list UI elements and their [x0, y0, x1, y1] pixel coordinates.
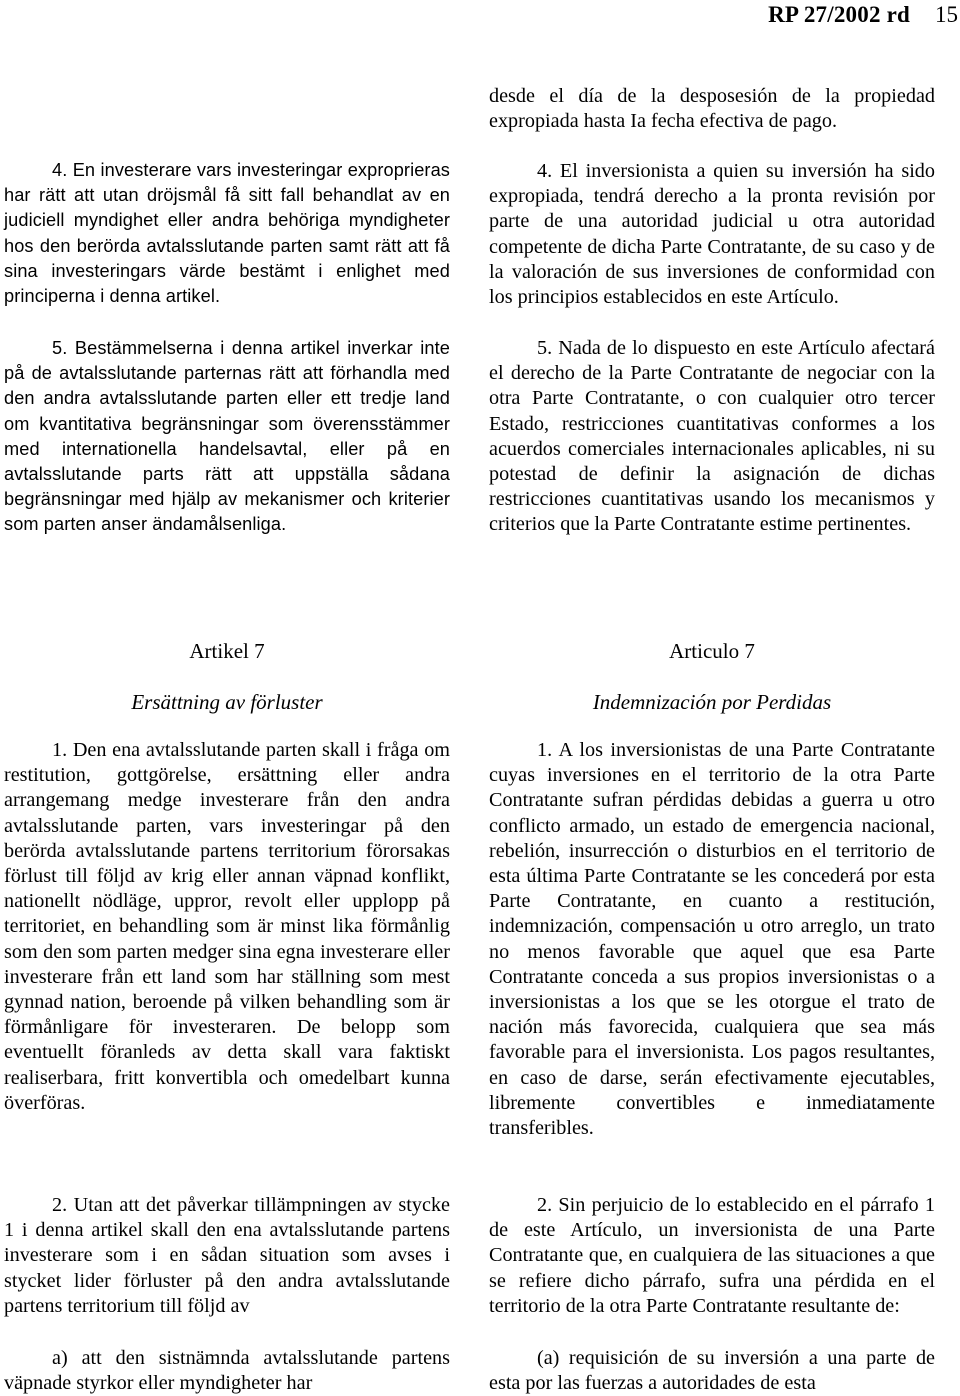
paragraph-text: (a) requisición de su inversión a una parte de esta por las fuerzas a autoridades de esta [489, 1347, 935, 1395]
page-header [0, 0, 960, 40]
spanish-article7-paragraph-2 [489, 1193, 935, 1319]
paragraph-text: 5. Nada de lo dispuesto en este Artículo afectará el derecho de la Parte Contratante de negociar con la otra Parte Contratante, o con cualquier otro tercer Estado, restricciones cuantitativas conformes a los acuerdos comerciales internacionales aplicables, ni su potestad de definir la asignación de dichas restricciones cuantitativas usando los mecanismos y criterios que la Parte Contratante estime pertinentes. [489, 337, 935, 536]
spanish-paragraph-5 [489, 336, 935, 538]
page-number: 15 [935, 2, 958, 27]
swedish-article7-paragraph-2a [4, 1346, 450, 1396]
paragraph-text: desde el día de la desposesión de la propiedad expropiada hasta Ia fecha efectiva de pago. [489, 85, 935, 133]
paragraph-text: 1. Den ena avtalsslutande parten skall i fråga om restitution, gottgörelse, ersättning eller andra arrangemang medge investerare från den andra avtalsslutande parten, vars investeringar på den berörda avtalsslutande partens territorium förorsakas förlust till följd av krig eller annan väpnad konflikt, nationellt nödläge, uppror, revolt eller upplopp på territoriet, en behandling som är minst lika förmånlig som den som parten medger sina egna investerare eller investerare från ett land som har ställning som mest gynnad nation, beroende på vilken behandling som är förmånligare för investeraren. De belopp som eventuellt föranleds av detta skall vara faktiskt realiserbara, fritt konvertibla och omedelbart kunna överföras. [4, 739, 450, 1114]
swedish-article7-paragraph-2 [4, 1193, 450, 1319]
paragraph-text: 2. Sin perjuicio de lo establecido en el párrafo 1 de este Artículo, un inversionista de una Parte Contratante que, en cualquiera de las situaciones a que se refiere dicho párrafo, sufra una pérdida en el territorio de la otra Parte Contratante resultante de: [489, 1194, 935, 1317]
document-reference: RP 27/2002 rd [768, 2, 910, 27]
paragraph-text: a) att den sistnämnda avtalsslutande partens väpnade styrkor eller myndigheter har [4, 1347, 450, 1395]
spanish-article-subtitle: Indemnización por Perdidas [592, 690, 832, 714]
swedish-paragraph-5 [4, 336, 450, 538]
paragraph-text: 1. A los inversionistas de una Parte Contratante cuyas inversiones en el territorio de la otra Parte Contratante sufran pérdidas debidas a guerra u otro conflicto armado, un estado de emergencia nacional, rebelión, insurrección o disturbios en el territorio de esta última Parte Contratante se les concederá por esta Parte Contratante, en cuanto a restitución, indemnización, compensación u otro arreglo, un trato no menos favorable que aquel que esa Parte Contratante conceda a sus propios inversionistas o a inversionistas a los que se les otorgue el trato de nación más favorecida, cualquiera que sea más favorable para el inversionista. Los pagos resultantes, en caso de darse, serán efectivamente ejecutables, libremente convertibles e inmediatamente transferibles. [489, 739, 935, 1140]
spanish-article7-paragraph-2a [489, 1346, 935, 1396]
swedish-article-subtitle: Ersättning av förluster [131, 690, 323, 714]
swedish-article-title: Artikel 7 [189, 639, 265, 663]
paragraph-text: 4. El inversionista a quien su inversión ha sido expropiada, tendrá derecho a la pronta revisión por parte de una autoridad judicial u otra autoridad competente de dicha Parte Contratante, de su caso y de la valoración de sus inversiones de conformidad con los principios establecidos en este Artículo. [489, 160, 935, 309]
spanish-article-title: Articulo 7 [669, 639, 755, 663]
paragraph-text: 2. Utan att det påverkar tillämpningen av stycke 1 i denna artikel skall den ena avtalsslutande partens investerare som i en sådan situation som avses i stycket lider förluster på den andra avtalsslutande partens territorium till följd av [4, 1194, 450, 1317]
paragraph-text: 5. Bestämmelserna i denna artikel inverkar inte på de avtalsslutande parternas rätt att förhandla med den andra avtalsslutande parten eller ett tredje land om kvantitativa begränsningar som överensstämmer med internationella handelsavtal, eller på en avtalsslutande parts rätt att uppställa sådana begränsningar med hjälp av mekanismer och kriterier som parten anser ändamålsenliga. [4, 338, 450, 535]
spanish-article7-paragraph-1 [489, 738, 935, 1141]
swedish-article7-paragraph-1 [4, 738, 450, 1116]
swedish-paragraph-4 [4, 158, 450, 309]
spanish-paragraph-4 [489, 159, 935, 310]
paragraph-text: 4. En investerare vars investeringar exproprieras har rätt att utan dröjsmål få sitt fall behandlat av en judiciell myndighet eller andra behöriga myndigheter hos den berörda avtalsslutande parten samt rätt att få sina investeringars värde bestämt i enlighet med principerna i denna artikel. [4, 160, 450, 307]
spanish-paragraph-continuation [489, 84, 935, 134]
